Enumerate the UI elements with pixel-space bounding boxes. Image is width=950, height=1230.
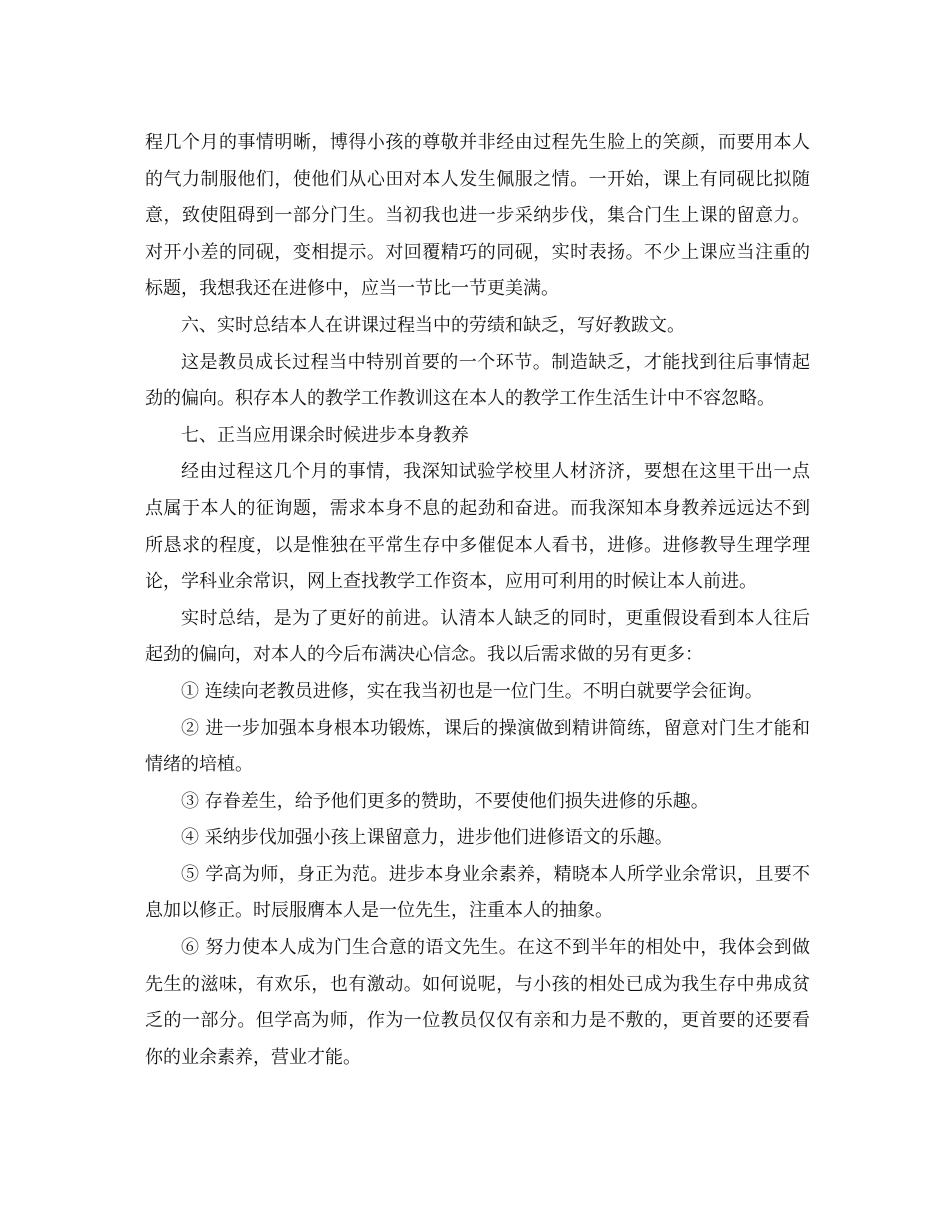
paragraph-continuation: 程几个月的事情明晰，博得小孩的尊敬并非经由过程先生脸上的笑颜，而要用本人的气力制服他们，使他们从心田对本人发生佩服之情。一开始，课上有同砚比拟随意，致使阻碍到一部分门生。当初我也进一步采纳步伐，集合门生上课的留意力。对开小差的同砚，变相提示。对回覆精巧的同砚，实时表扬。不少上课应当注重的标题，我想我还在进修中，应当一节比一节更美满。	[145, 132, 810, 300]
list-item-4: ④ 采纳步伐加强小孩上课留意力，进步他们进修语文的乐趣。	[181, 827, 673, 849]
list-item-2: ② 进一步加强本身根本功锻炼，课后的操演做到精讲简练，留意对门生才能和情绪的培植。	[145, 717, 810, 776]
paragraph: 实时总结，是为了更好的前进。认清本人缺乏的同时，更重假设看到本人往后起劲的偏向，对本人的今后布满决心信念。我以后需求做的另有更多：	[145, 607, 810, 666]
document-body	[145, 125, 810, 1076]
paragraph: 这是教员成长过程当中特别首要的一个环节。制造缺乏，才能找到往后事情起劲的偏向。积存本人的教学工作教训这在本人的教学工作生活生计中不容忽略。	[145, 351, 810, 410]
list-item-6: ⑥ 努力使本人成为门生合意的语文先生。在这不到半年的相处中，我体会到做先生的滋味，有欢乐，也有激动。如何说呢，与小孩的相处已成为我生存中弗成贫乏的一部分。但学高为师，作为一位教员仅仅有亲和力是不敷的，更首要的还要看你的业余素养，营业才能。	[145, 937, 810, 1068]
list-item-3: ③ 存眷差生，给予他们更多的赞助，不要使他们损失进修的乐趣。	[181, 790, 709, 812]
heading-section-6: 六、实时总结本人在讲课过程当中的劳绩和缺乏，写好教跋文。	[181, 314, 685, 336]
heading-section-7: 七、正当应用课余时候进步本身教养	[181, 424, 469, 446]
list-item-1: ① 连续向老教员进修，实在我当初也是一位门生。不明白就要学会征询。	[181, 680, 763, 702]
list-item-5: ⑤ 学高为师，身正为范。进步本身业余素养，精晓本人所学业余常识，且要不息加以修正。时辰服膺本人是一位先生，注重本人的抽象。	[145, 863, 810, 922]
paragraph: 经由过程这几个月的事情，我深知试验学校里人材济济，要想在这里干出一点点属于本人的征询题，需求本身不息的起劲和奋进。而我深知本身教养远远达不到所恳求的程度，以是惟独在平常生存中多催促本人看书，进修。进修教导生理学理论，学科业余常识，网上查找教学工作资本，应用可利用的时候让本人前进。	[145, 461, 810, 593]
